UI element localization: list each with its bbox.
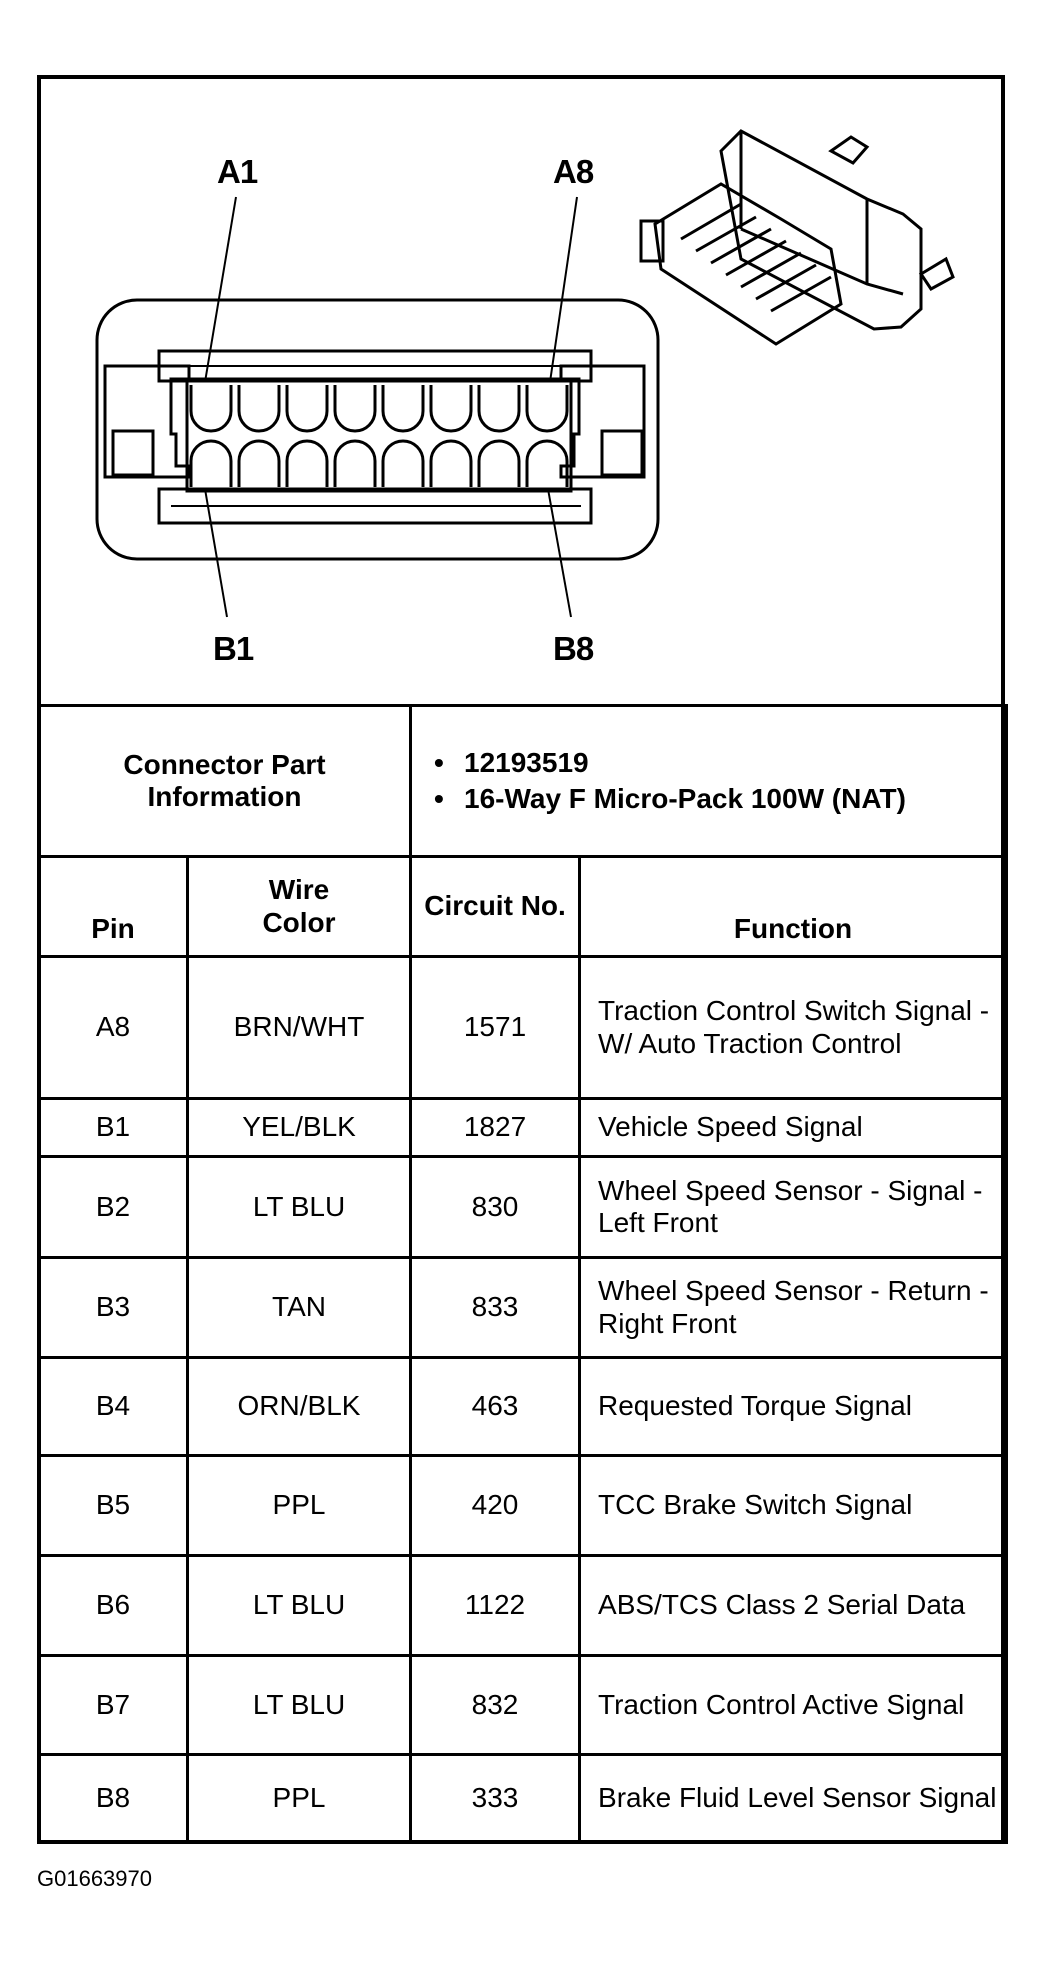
- table-row: [39, 957, 1007, 1099]
- pin-cell: B7: [39, 1656, 188, 1755]
- function-cell: Traction Control Active Signal: [580, 1656, 1007, 1755]
- circuit-no-cell: 832: [411, 1656, 580, 1755]
- wire-color-cell: YEL/BLK: [188, 1099, 411, 1157]
- connector-pinout-table: [37, 704, 1008, 1844]
- circuit-no-cell: 463: [411, 1358, 580, 1456]
- wire-color-cell: BRN/WHT: [188, 957, 411, 1099]
- pin-label-a8: A8: [553, 153, 594, 190]
- circuit-no-cell: 1827: [411, 1099, 580, 1157]
- circuit-no-cell: 830: [411, 1157, 580, 1258]
- pin-label-b8: B8: [553, 630, 594, 667]
- pin-cell: B4: [39, 1358, 188, 1456]
- connector-info-row: [39, 706, 1007, 857]
- pin-label-b1: B1: [213, 630, 254, 667]
- table-row: [39, 1656, 1007, 1755]
- wire-color-cell: ORN/BLK: [188, 1358, 411, 1456]
- function-cell: Wheel Speed Sensor - Return - Right Front: [580, 1258, 1007, 1358]
- function-cell: ABS/TCS Class 2 Serial Data: [580, 1556, 1007, 1656]
- table-row: [39, 1258, 1007, 1358]
- header-function: Function: [580, 857, 1007, 957]
- circuit-no-cell: 1571: [411, 957, 580, 1099]
- connector-info-values: [411, 706, 1007, 857]
- connector-diagram-frame: [37, 75, 1005, 1844]
- wire-color-cell: PPL: [188, 1755, 411, 1843]
- connector-description: • 16-Way F Micro-Pack 100W (NAT): [434, 783, 1005, 815]
- wire-color-cell: LT BLU: [188, 1556, 411, 1656]
- connector-part-number: • 12193519: [434, 747, 1005, 779]
- circuit-no-cell: 333: [411, 1755, 580, 1843]
- wire-color-cell: TAN: [188, 1258, 411, 1358]
- table-header-row: [39, 857, 1007, 957]
- pin-cell: B1: [39, 1099, 188, 1157]
- connector-face-drawing: [41, 79, 1001, 704]
- pin-cell: B3: [39, 1258, 188, 1358]
- table-row: [39, 1456, 1007, 1556]
- wire-color-cell: PPL: [188, 1456, 411, 1556]
- pin-label-a1: A1: [217, 153, 258, 190]
- table-row: [39, 1358, 1007, 1456]
- table-row: [39, 1556, 1007, 1656]
- pin-cell: B8: [39, 1755, 188, 1843]
- function-cell: Brake Fluid Level Sensor Signal: [580, 1755, 1007, 1843]
- header-circuit-no: Circuit No.: [411, 857, 580, 957]
- function-cell: Vehicle Speed Signal: [580, 1099, 1007, 1157]
- pin-cell: B2: [39, 1157, 188, 1258]
- wire-color-cell: LT BLU: [188, 1656, 411, 1755]
- pin-cell: B5: [39, 1456, 188, 1556]
- circuit-no-cell: 1122: [411, 1556, 580, 1656]
- table-row: [39, 1157, 1007, 1258]
- circuit-no-cell: 833: [411, 1258, 580, 1358]
- header-pin: Pin: [39, 857, 188, 957]
- table-row: [39, 1099, 1007, 1157]
- function-cell: Traction Control Switch Signal - W/ Auto Traction Control: [580, 957, 1007, 1099]
- table-row: [39, 1755, 1007, 1843]
- figure-id-caption: G01663970: [37, 1866, 152, 1891]
- connector-info-label: Connector Part Information: [39, 706, 411, 857]
- function-cell: TCC Brake Switch Signal: [580, 1456, 1007, 1556]
- function-cell: Requested Torque Signal: [580, 1358, 1007, 1456]
- header-wire-color: Wire Color: [188, 857, 411, 957]
- wire-color-cell: LT BLU: [188, 1157, 411, 1258]
- function-cell: Wheel Speed Sensor - Signal - Left Front: [580, 1157, 1007, 1258]
- pin-cell: A8: [39, 957, 188, 1099]
- connector-figure: [41, 79, 1001, 704]
- circuit-no-cell: 420: [411, 1456, 580, 1556]
- pin-cell: B6: [39, 1556, 188, 1656]
